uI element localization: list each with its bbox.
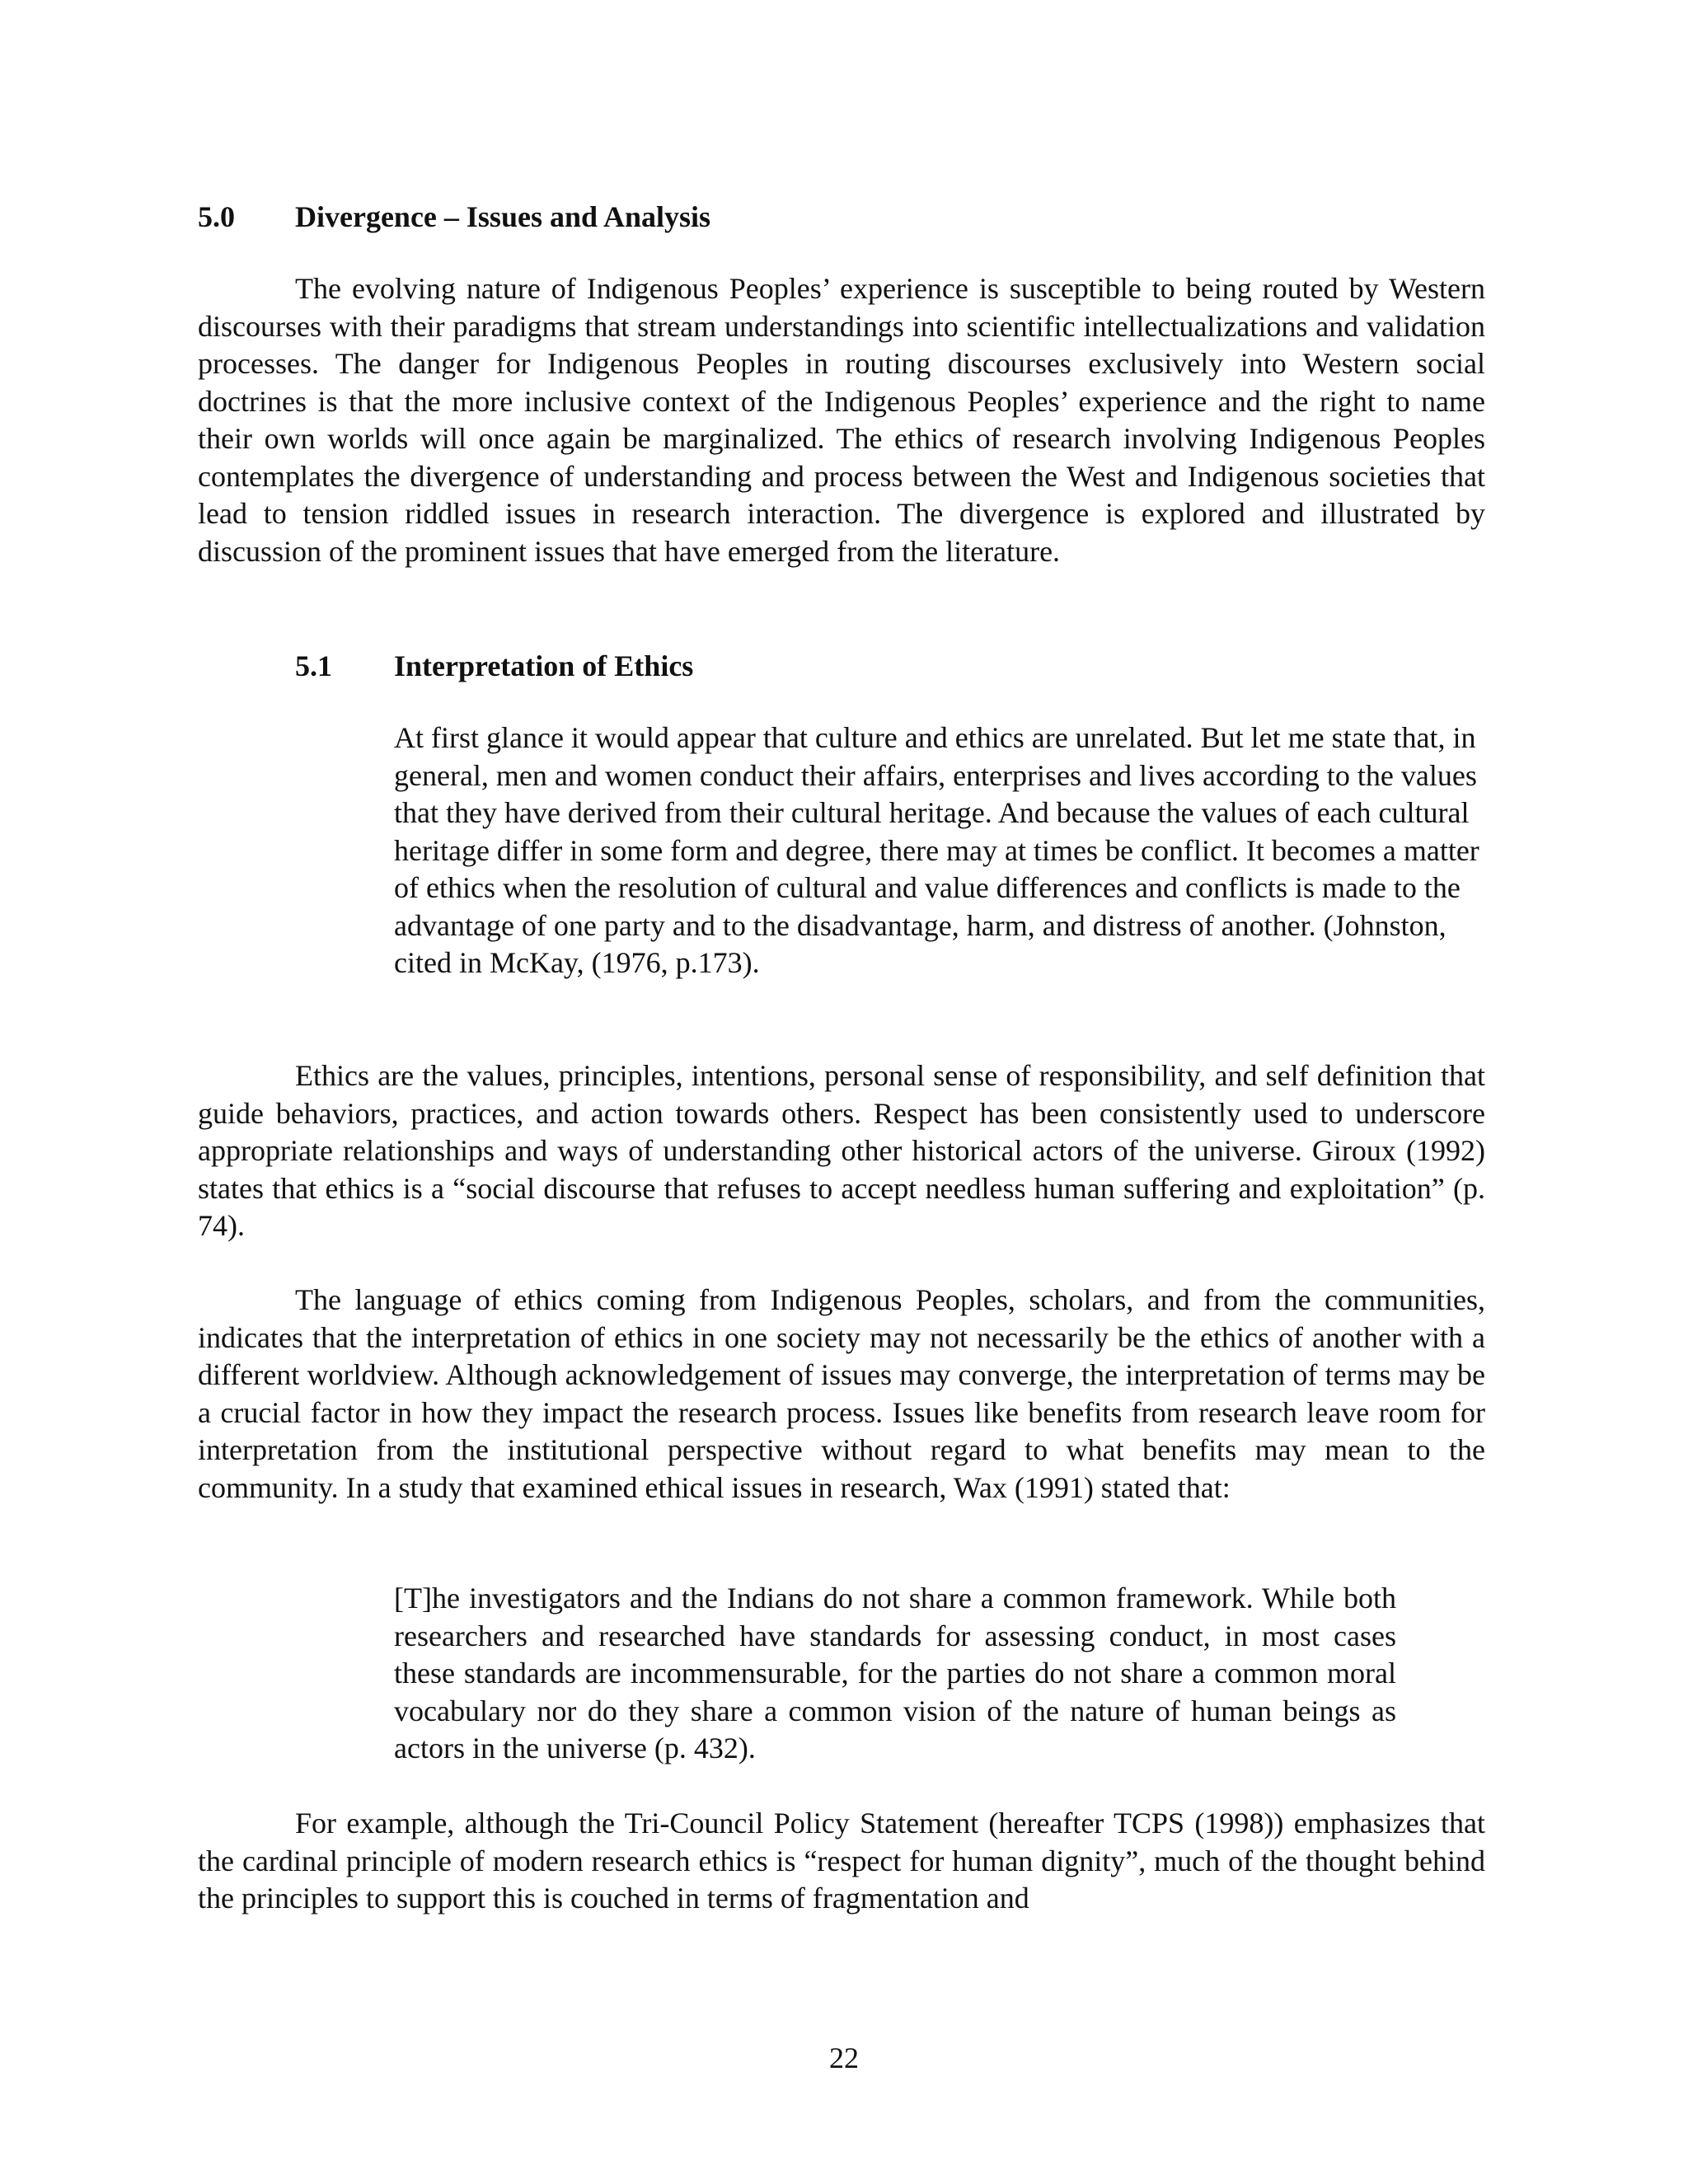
paragraph-tcps: For example, although the Tri-Council Policy Statement (hereafter TCPS (1998)) emphasizes that the cardinal principle of modern research ethics is “respect for human dignity”, much of the thought behind the principles to support this is couched in terms of fragmentation and xyxy=(198,1807,1485,1915)
paragraph-language-of-ethics: The language of ethics coming from Indigenous Peoples, scholars, and from the communities, indicates that the interpretation of ethics in one society may not necessarily be the ethics of another with a different worldview. Although acknowledgement of issues may converge, the interpretation of terms may be a crucial factor in how they impact the research process. Issues like benefits from research leave room for interpretation from the institutional perspective without regard to what benefits may mean to the community. In a study that examined ethical issues in research, Wax (1991) stated that: xyxy=(198,1283,1485,1504)
section-heading xyxy=(198,198,710,236)
subsection-title: Interpretation of Ethics xyxy=(394,649,694,682)
page-number: 22 xyxy=(829,2041,859,2074)
section-title: Divergence – Issues and Analysis xyxy=(295,200,711,233)
subsection-heading xyxy=(295,647,693,685)
section-number: 5.0 xyxy=(198,200,235,233)
subsection-number: 5.1 xyxy=(295,649,332,682)
block-quote-wax: [T]he investigators and the Indians do not share a common framework. While both researchers and researched have standards for assessing conduct, in most cases these standards are incommensurable, for the parties do not share a common moral vocabulary nor do they share a common vision of the nature of human beings as actors in the universe (p. 432). xyxy=(394,1582,1396,1765)
paragraph-ethics-definition: Ethics are the values, principles, intentions, personal sense of responsibility, and self definition that guide behaviors, practices, and action towards others. Respect has been consistently used to underscore appropriate relationships and ways of understanding other historical actors of the universe. Giroux (1992) states that ethics is a “social discourse that refuses to accept needless human suffering and exploitation” (p. 74). xyxy=(198,1059,1485,1242)
paragraph-intro: The evolving nature of Indigenous Peoples’ experience is susceptible to being routed by Western discourses with their paradigms that stream understandings into scientific intellectualizations and validation processes. The danger for Indigenous Peoples in routing discourses exclusively into Western social doctrines is that the more inclusive context of the Indigenous Peoples’ experience and the right to name their own worlds will once again be marginalized. The ethics of research involving Indigenous Peoples contemplates the divergence of understanding and process between the West and Indigenous societies that lead to tension riddled issues in research interaction. The divergence is explored and illustrated by discussion of the prominent issues that have emerged from the literature. xyxy=(198,272,1485,568)
block-quote-johnston: At first glance it would appear that culture and ethics are unrelated. But let me state that, in general, men and women conduct their affairs, enterprises and lives according to the values that they have derived from their cultural heritage. And because the values of each cultural heritage differ in some form and degree, there may at times be conflict. It becomes a matter of ethics when the resolution of cultural and value differences and conflicts is made to the advantage of one party and to the disadvantage, harm, and distress of another. (Johnston, cited in McKay, (1976, p.173). xyxy=(394,721,1479,979)
